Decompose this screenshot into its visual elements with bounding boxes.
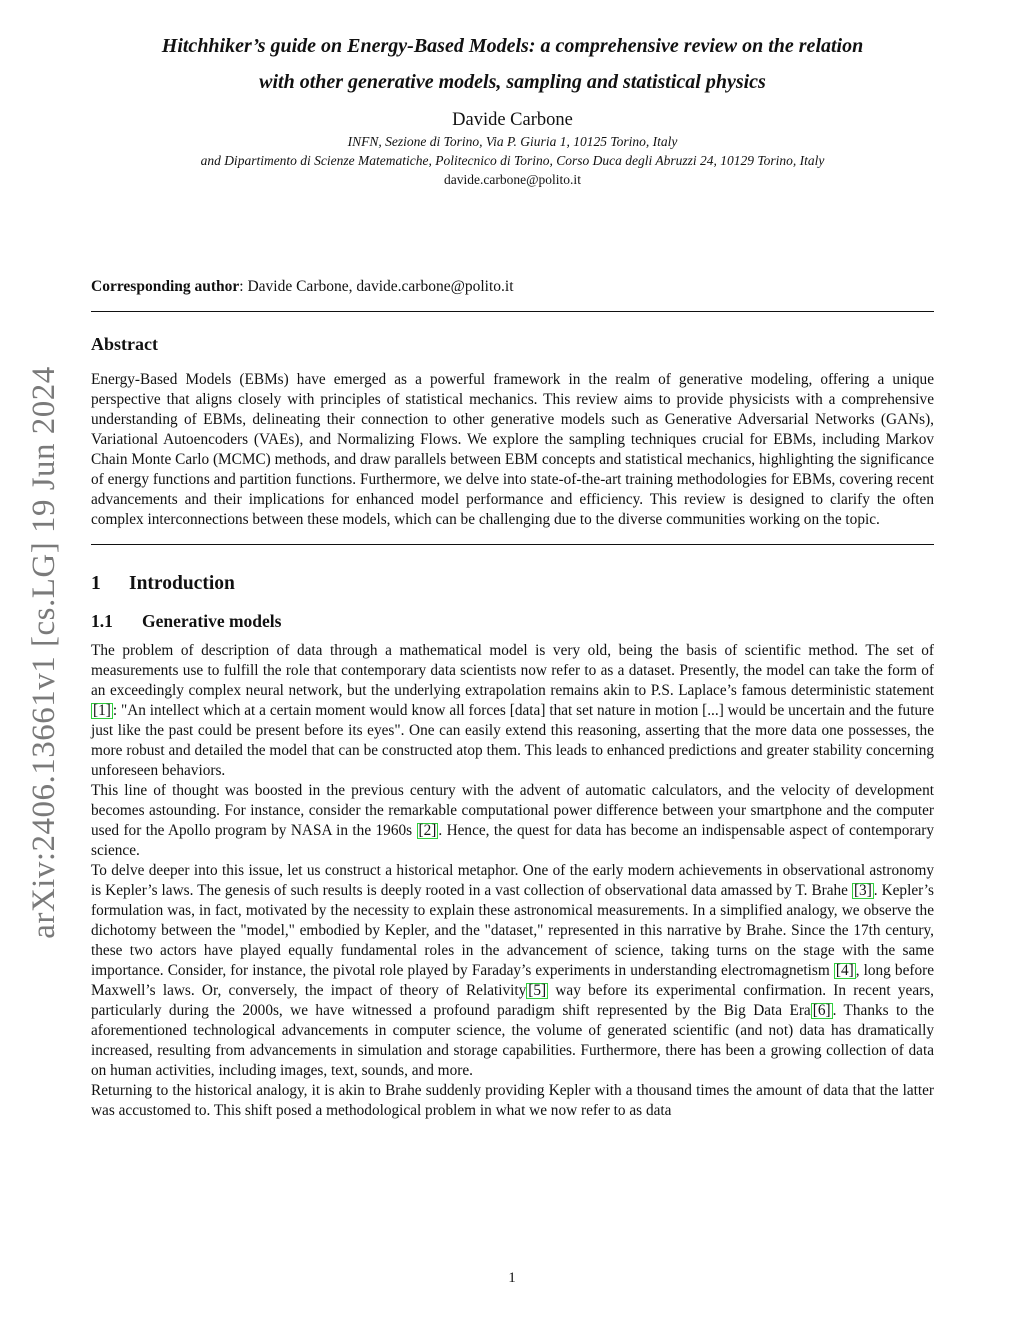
introduction-body: [91, 641, 934, 1121]
abstract-heading: Abstract: [91, 334, 158, 354]
paper-title: [91, 28, 934, 100]
section-number: 1: [91, 573, 101, 594]
page-content: [91, 28, 934, 1121]
paragraph-3-text-a: To delve deeper into this issue, let us construct a historical metaphor. One of the early modern achievements in observational astronomy is Kepler’s laws. The genesis of such results is deeply rooted in a vast collection of observational data amassed by T. Brahe: [91, 862, 934, 899]
paragraph-1-text-a: The problem of description of data through a mathematical model is very old, being the basis of scientific method. The set of measurements use to fulfill the role that contemporary data scientists now refer to as a dataset. Presently, the model can take the form of an exceedingly complex neural network, but the underlying extrapolation remains akin to P.S. Laplace’s famous deterministic statement: [91, 642, 934, 699]
paragraph-3-text-d: way before its experimental confirmation. In recent years, particularly during the 2000s, we have witnessed a profound paradigm shift represented by the Big Data Era: [91, 982, 934, 1019]
title-line-1: Hitchhiker’s guide on Energy-Based Models: a comprehensive review on the relation: [161, 35, 864, 57]
section-heading: [91, 571, 934, 597]
author-email: davide.carbone@polito.it: [444, 172, 581, 187]
corresponding-author-label: Corresponding author: [91, 278, 240, 295]
citation-link-1[interactable]: [1]: [93, 702, 111, 719]
paragraph-3-text-b: . Kepler’s formulation was, in fact, motivated by the necessity to explain these astronomical measurements. In a simplified analogy, we observe the dichotomy between the "model," embodied by Kepler, and the "dataset," represented in this narrative by Brahe. Since the 17th century, these two actors have played equally fundamental roles in the advancement of science, taking turns on the stage with the same importance. Consider, for instance, the pivotal role played by Faraday’s experiments in understanding electromagnetism: [91, 882, 934, 979]
arxiv-identifier: arXiv:2406.13661v1 [cs.LG] 19 Jun 2024: [25, 365, 62, 939]
title-line-2: with other generative models, sampling and statistical physics: [259, 71, 766, 93]
paragraph-2-text-b: . Hence, the quest for data has become an indispensable aspect of contemporary science.: [91, 822, 934, 859]
citation-link-6[interactable]: [6]: [812, 1002, 831, 1019]
paragraph-4: [91, 1081, 934, 1121]
paragraph-2-text-a: This line of thought was boosted in the previous century with the advent of automatic calculators, and the velocity of development becomes astounding. For instance, consider the remarkable computational power difference between your smartphone and the computer used for the Apollo program by NASA in the 1960s: [91, 782, 934, 839]
paragraph-1-text-b: : "An intellect which at a certain moment would know all forces [data] that set nature in motion [...] would be uncertain and the future just like the past could be present before its eyes". One can easily extend this reasoning, asserting that the more data one possesses, the more robust and detailed the model that can be constructed atop them. This leads to enhanced predictions and greater stability concerning unforeseen behaviors.: [91, 702, 934, 779]
affiliation-line-2: and Dipartimento di Scienze Matematiche, Politecnico di Torino, Corso Duca degli Abruzzi 24, 10129 Torino, Italy: [200, 153, 825, 168]
paragraph-4-text-a: Returning to the historical analogy, it is akin to Brahe suddenly providing Kepler with a thousand times the amount of data that the latter was accustomed to. This shift posed a methodological problem in what we now refer to as data: [91, 1082, 934, 1119]
author-name: Davide Carbone: [452, 110, 573, 130]
paragraph-3-text-c: , long before Maxwell’s laws. Or, conversely, the impact of theory of Relativity: [91, 962, 934, 999]
citation-link-4[interactable]: [4]: [835, 962, 854, 979]
abstract-text: Energy-Based Models (EBMs) have emerged as a powerful framework in the realm of generative modeling, offering a unique perspective that aligns closely with principles of statistical mechanics. This review aims to provide physicists with a comprehensive understanding of EBMs, delineating their connection to other generative models such as Generative Adversarial Networks (GANs), Variational Autoencoders (VAEs), and Normalizing Flows. We explore the sampling techniques crucial for EBMs, including Markov Chain Monte Carlo (MCMC) methods, and draw parallels between EBM concepts and statistical mechanics, highlighting the significance of energy functions and partition functions. Furthermore, we delve into state-of-the-art training methodologies for EBMs, covering recent advancements and their implications for enhanced model performance and efficiency. This review is designed to clarify the often complex interconnections between these models, which can be challenging due to the diverse communities working on the topic.: [91, 371, 934, 528]
paragraph-2: [91, 781, 934, 861]
rule-top: [91, 311, 934, 312]
citation-link-2[interactable]: [2]: [418, 822, 437, 839]
subsection-heading: [91, 609, 934, 633]
subsection-number: 1.1: [91, 611, 113, 631]
paragraph-3: [91, 861, 934, 1081]
corresponding-author: [91, 277, 934, 297]
citation-link-3[interactable]: [3]: [853, 882, 872, 899]
arxiv-side-stamp: [18, 362, 70, 942]
page-number: 1: [508, 1270, 516, 1286]
section-title: Introduction: [129, 573, 235, 594]
paragraph-3-text-e: . Thanks to the aforementioned technological advancements in computer science, the volume of generated scientific (and not) data has dramatically increased, resulting from advancements in simulation and storage capabilities. Furthermore, there has been a growing collection of data on human activities, including images, text, sounds, and more.: [91, 1002, 934, 1079]
subsection-title: Generative models: [142, 611, 282, 631]
rule-bottom: [91, 544, 934, 545]
affiliation-line-1: INFN, Sezione di Torino, Via P. Giuria 1, 10125 Torino, Italy: [347, 134, 678, 149]
paragraph-1: [91, 641, 934, 781]
citation-link-5[interactable]: [5]: [528, 982, 547, 999]
corresponding-author-text: : Davide Carbone, davide.carbone@polito.it: [239, 278, 514, 295]
